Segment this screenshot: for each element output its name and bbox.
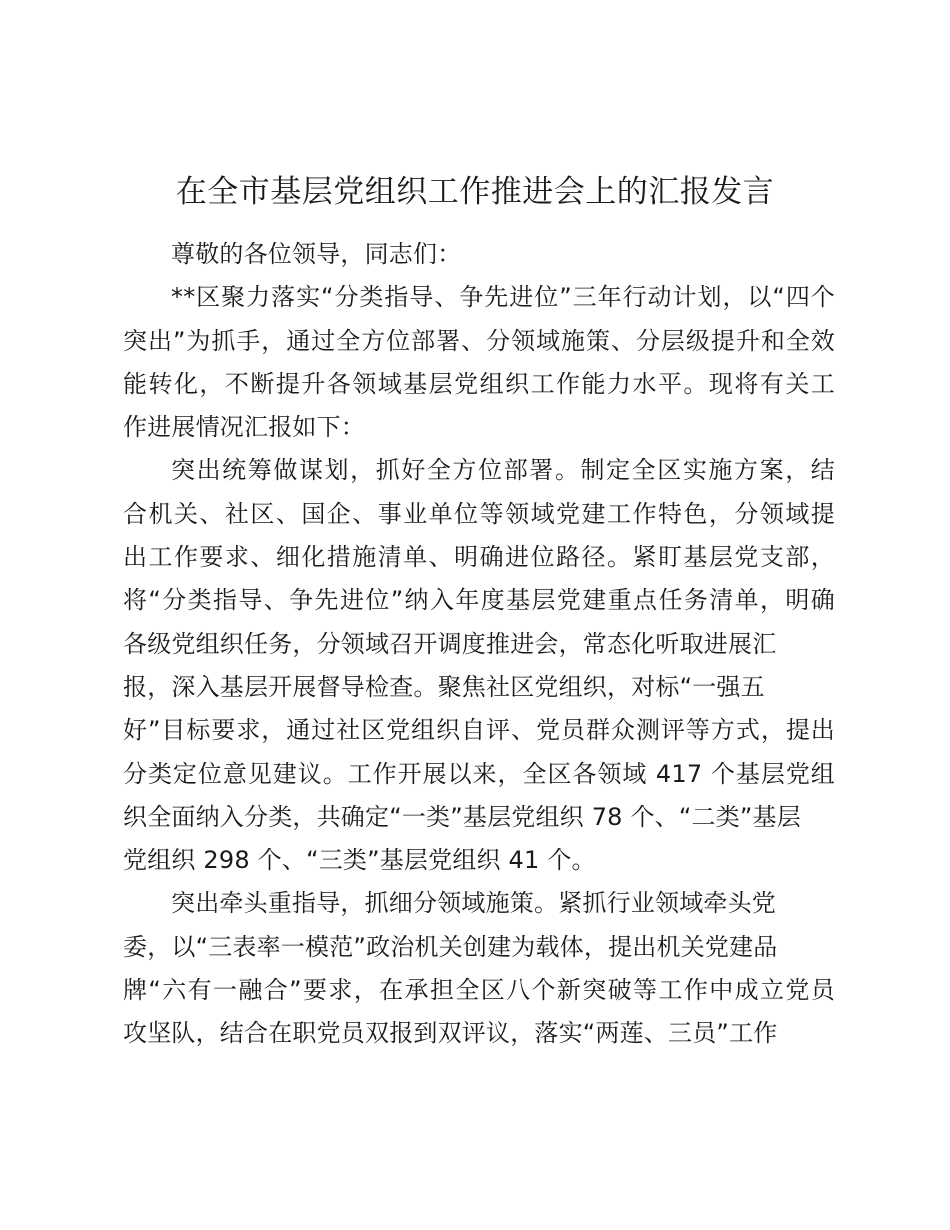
paragraph-1-line-1: **区聚力落实“分类指导、争先进位”三年行动计划，以“四个 <box>171 283 835 312</box>
paragraph-1-line-4: 作进展情况汇报如下： <box>123 413 365 442</box>
paragraph-2-line-6: 报，深入基层开展督导检查。聚焦社区党组织，对标“一强五 <box>123 672 765 701</box>
paragraph-3-line-2: 委，以“三表率一模范”政治机关创建为载体，提出机关党建品 <box>123 932 778 961</box>
paragraph-2-line-1: 突出统筹做谋划，抓好全方位部署。制定全区实施方案，结 <box>171 456 835 485</box>
document-title: 在全市基层党组织工作推进会上的汇报发言 <box>175 174 775 210</box>
paragraph-2-line-5: 各级党组织任务，分领域召开调度推进会，常态化听取进展汇 <box>123 629 777 658</box>
paragraph-2-line-7: 好”目标要求，通过社区党组织自评、党员群众测评等方式，提出 <box>123 716 835 745</box>
document-body <box>123 233 835 1056</box>
paragraph-2-line-8: 分类定位意见建议。工作开展以来，全区各领域 417 个基层党组 <box>123 759 835 788</box>
salutation: 尊敬的各位领导，同志们： <box>171 240 462 268</box>
paragraph-2-line-2: 合机关、社区、国企、事业单位等领域党建工作特色，分领域提 <box>123 499 835 528</box>
paragraph-1-line-3: 能转化，不断提升各领域基层党组织工作能力水平。现将有关工 <box>123 369 835 398</box>
paragraph-2-line-10: 党组织 298 个、“三类”基层党组织 41 个。 <box>123 846 596 875</box>
paragraph-3-line-1: 突出牵头重指导，抓细分领域施策。紧抓行业领域牵头党 <box>171 889 776 918</box>
paragraph-1-line-2: 突出”为抓手，通过全方位部署、分领域施策、分层级提升和全效 <box>123 326 835 355</box>
paragraph-2-line-3: 出工作要求、细化措施清单、明确进位路径。紧盯基层党支部， <box>123 543 835 572</box>
paragraph-3-line-3: 牌“六有一融合”要求，在承担全区八个新突破等工作中成立党员 <box>123 976 835 1005</box>
paragraph-2-line-4: 将“分类指导、争先进位”纳入年度基层党建重点任务清单，明确 <box>123 586 835 615</box>
paragraph-2-line-9: 织全面纳入分类，共确定“一类”基层党组织 78 个、“二类”基层 <box>123 802 801 831</box>
paragraph-3-line-4: 攻坚队，结合在职党员双报到双评议，落实“两莲、三员”工作 <box>123 1019 778 1048</box>
